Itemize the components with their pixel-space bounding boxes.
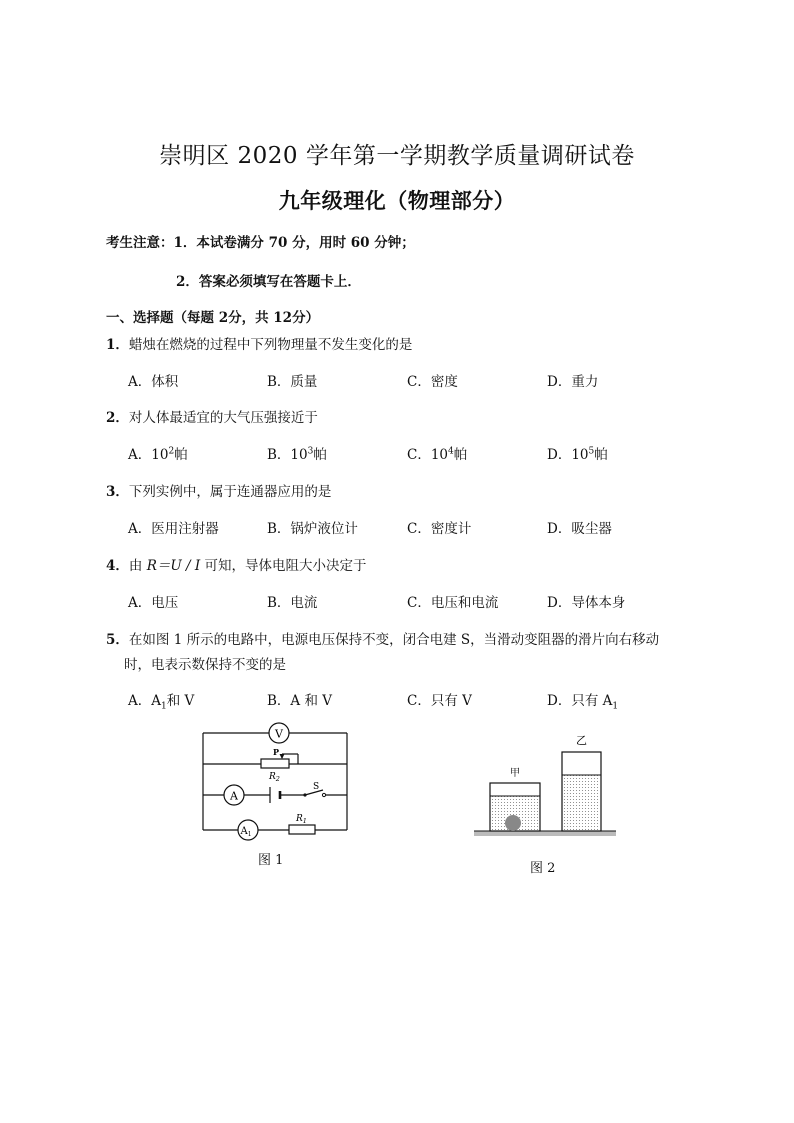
formula: R＝U / I	[146, 558, 201, 574]
q3-option-b: B．锅炉液位计	[267, 521, 358, 537]
question-number: 1．	[106, 337, 129, 353]
rheostat-r2	[261, 759, 289, 768]
ammeter-1-label: $A_1$	[240, 826, 252, 838]
q4-option-c: C．电压和电流	[407, 595, 499, 611]
q5-option-d: D．只有 $A_1$	[547, 693, 619, 712]
q4-option-d: D．导体本身	[547, 595, 626, 611]
question-5-line-2: 时，电表示数保持不变的是	[124, 657, 286, 673]
figure-2-containers	[470, 732, 618, 844]
q2-option-d: D．$10^5$帕	[547, 446, 608, 463]
q3-option-a: A．医用注射器	[128, 521, 219, 537]
ammeter-label: A	[230, 789, 238, 803]
question-5	[106, 628, 659, 648]
question-text: 下列实例中，属于连通器应用的是	[128, 484, 332, 500]
q5-option-a: A．$A_1$和 V	[128, 693, 195, 712]
switch-contact	[303, 793, 306, 796]
q5-option-b: B．A 和 V	[267, 693, 333, 709]
q3-option-c: C．密度计	[407, 521, 472, 537]
ball-icon	[505, 815, 521, 831]
question-number: 4．	[106, 558, 129, 574]
slider-label: P	[273, 747, 280, 757]
switch-icon	[322, 793, 325, 796]
ground	[474, 831, 616, 836]
voltmeter-label: V	[275, 727, 283, 741]
q1-option-d: D．重力	[547, 374, 599, 390]
q2-option-c: C．$10^4$帕	[407, 446, 468, 463]
question-number: 3．	[106, 484, 129, 500]
section-heading: 一、选择题（每题 2分，共 12分）	[106, 310, 320, 326]
question-1	[106, 333, 412, 353]
notice-item-1: 1．本试卷满分 70 分，用时 60 分钟；	[173, 235, 415, 251]
label-jia: 甲	[510, 768, 520, 779]
question-3	[106, 480, 331, 500]
question-number: 2．	[106, 410, 129, 426]
q3-option-d: D．吸尘器	[547, 521, 612, 537]
r2-label: $R_2$	[269, 772, 280, 783]
q4-option-a: A．电压	[128, 595, 179, 611]
q1-option-a: A．体积	[128, 374, 179, 390]
question-text: 蜡烛在燃烧的过程中下列物理量不发生变化的是	[128, 337, 413, 353]
switch-label: S	[313, 782, 320, 792]
resistor-r1	[289, 825, 315, 834]
exam-subtitle: 九年级理化（物理部分）	[278, 188, 516, 213]
q5-option-c: C．只有 V	[407, 693, 472, 709]
figure-2-caption: 图 2	[530, 861, 556, 876]
question-text: 在如图 1 所示的电路中，电源电压保持不变，闭合电建 S，当滑动变阻器的滑片向右移动	[128, 632, 660, 648]
question-4: 4．由 R＝U / I 可知，导体电阻大小决定于	[106, 558, 367, 574]
question-text: 对人体最适宜的大气压强接近于	[128, 410, 318, 426]
question-number: 5．	[106, 632, 129, 648]
r1-label: $R_1$	[296, 814, 307, 825]
q2-option-a: A．$10^2$帕	[128, 446, 188, 463]
liquid-yi	[563, 775, 600, 831]
slider-arrow-icon	[280, 754, 285, 759]
question-2	[106, 406, 318, 426]
q2-option-b: B．$10^3$帕	[267, 446, 327, 463]
figure-1-circuit	[195, 718, 360, 843]
exam-title: 崇明区 2020 学年第一学期教学质量调研试卷	[159, 143, 635, 169]
notice	[106, 231, 415, 251]
q1-option-c: C．密度	[407, 374, 458, 390]
q1-option-b: B．质量	[267, 374, 318, 390]
label-yi: 乙	[576, 734, 587, 747]
q4-option-b: B．电流	[267, 595, 318, 611]
notice-label: 考生注意：	[106, 235, 174, 251]
notice-item-2: 2．答案必须填写在答题卡上．	[176, 274, 361, 290]
figure-1-caption: 图 1	[258, 853, 284, 868]
